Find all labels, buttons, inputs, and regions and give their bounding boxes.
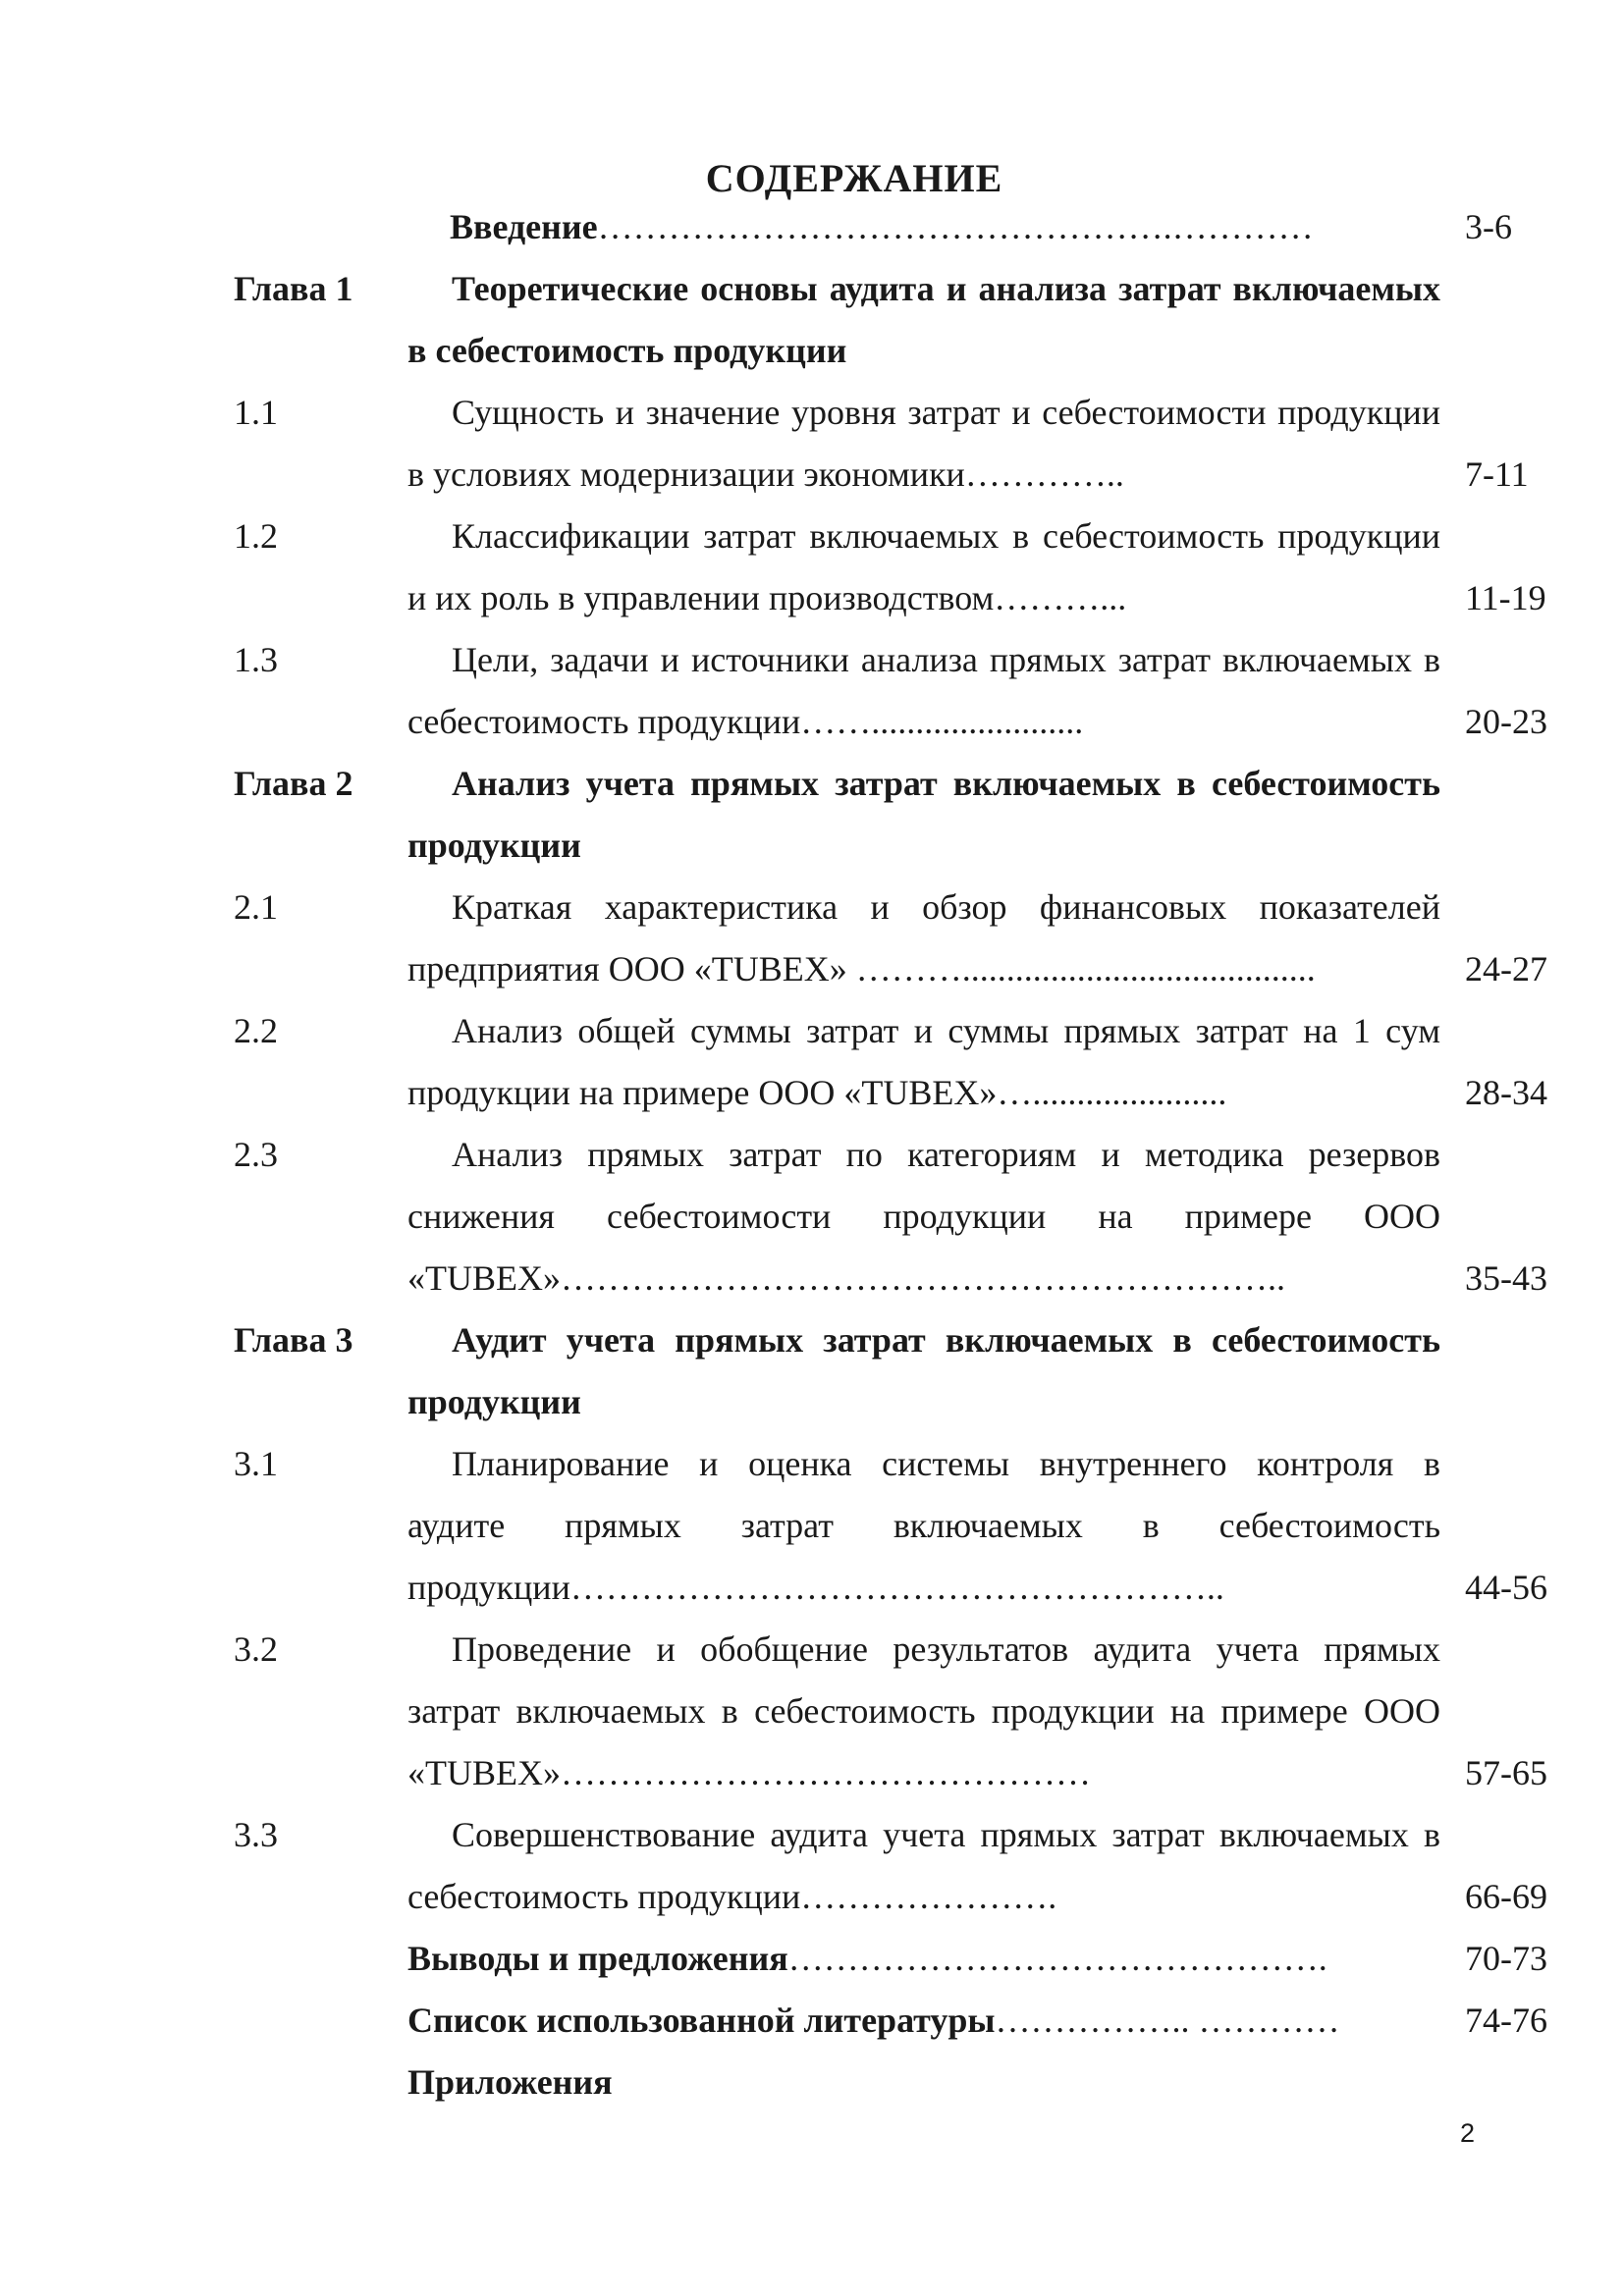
- toc-1-1-pages: 7-11: [1465, 454, 1529, 494]
- toc-entry-chapter-1[interactable]: [0, 258, 1624, 382]
- toc-3-2-number: 3.2: [234, 1629, 278, 1669]
- toc-1-2-line2: и их роль в управлении производством………...: [407, 578, 1127, 617]
- toc-1-1-number: 1.1: [234, 393, 278, 432]
- toc-1-2-line1: Классификации затрат включаемых в себестоимость продукции: [452, 516, 1440, 556]
- toc-entry-literature[interactable]: [0, 1990, 1624, 2052]
- toc-2-2-pages: 28-34: [1465, 1073, 1547, 1112]
- toc-3-3-pages: 66-69: [1465, 1877, 1547, 1916]
- toc-entry-2-1[interactable]: [0, 877, 1624, 1000]
- toc-entry-1-2[interactable]: [0, 506, 1624, 629]
- toc-3-1-line1: Планирование и оценка системы внутреннего контроля в: [452, 1444, 1440, 1483]
- toc-entry-intro[interactable]: [0, 196, 1624, 258]
- toc-2-3-number: 2.3: [234, 1135, 278, 1174]
- toc-entry-1-3[interactable]: [0, 629, 1624, 753]
- toc-1-3-number: 1.3: [234, 640, 278, 679]
- toc-intro-label: Введение: [450, 207, 598, 246]
- page-number: 2: [1460, 2118, 1476, 2148]
- toc-intro-pages: 3-6: [1465, 207, 1512, 246]
- toc-entry-3-1[interactable]: [0, 1433, 1624, 1619]
- toc-2-1-pages: 24-27: [1465, 949, 1547, 988]
- toc-chapter-1-line1: Теоретические основы аудита и анализа затрат включаемых: [452, 269, 1440, 308]
- toc-chapter-1-number: Глава 1: [234, 269, 353, 308]
- toc-3-3-line1: Совершенствование аудита учета прямых затрат включаемых в: [452, 1815, 1440, 1854]
- toc-chapter-2-line2: продукции: [407, 826, 581, 865]
- toc-2-1-line2: предприятия ООО «TUBEX» ………........................................: [407, 949, 1316, 988]
- toc-chapter-1-line2: в себестоимость продукции: [407, 331, 847, 370]
- toc-chapter-2-line1: Анализ учета прямых затрат включаемых в себестоимость: [452, 764, 1440, 803]
- toc-1-1-line1: Сущность и значение уровня затрат и себестоимости продукции: [452, 393, 1440, 432]
- toc-entry-2-3[interactable]: [0, 1124, 1624, 1309]
- toc-1-3-line2: себестоимость продукции……........................: [407, 702, 1084, 741]
- toc-entry-chapter-2[interactable]: [0, 753, 1624, 877]
- toc-2-3-line2: снижения себестоимости продукции на примере ООО: [407, 1197, 1440, 1236]
- toc-2-3-line1: Анализ прямых затрат по категориям и методика резервов: [452, 1135, 1440, 1174]
- toc-entry-3-2[interactable]: [0, 1619, 1624, 1804]
- toc-2-3-pages: 35-43: [1465, 1258, 1547, 1298]
- toc-1-2-pages: 11-19: [1465, 578, 1546, 617]
- toc-entry-3-3[interactable]: [0, 1804, 1624, 1928]
- toc-entry-conclusions[interactable]: [0, 1928, 1624, 1990]
- toc-3-1-line3: продукции………………………………………………..: [407, 1568, 1224, 1607]
- toc-1-3-line1: Цели, задачи и источники анализа прямых затрат включаемых в: [452, 640, 1440, 679]
- toc-literature-label: Список использованной литературы: [407, 2001, 996, 2040]
- toc-2-3-line3: «TUBEX»……………………………………………………..: [407, 1258, 1285, 1298]
- toc-3-2-line1: Проведение и обобщение результатов аудита учета прямых: [452, 1629, 1440, 1669]
- toc-3-2-pages: 57-65: [1465, 1753, 1547, 1792]
- toc-chapter-3-line2: продукции: [407, 1382, 581, 1421]
- toc-1-3-pages: 20-23: [1465, 702, 1547, 741]
- toc-conclusions-pages: 70-73: [1465, 1939, 1547, 1978]
- toc-3-1-number: 3.1: [234, 1444, 278, 1483]
- toc-3-2-line3: «TUBEX»………………………………………: [407, 1753, 1091, 1792]
- toc-intro-dots: ………………………………………….…………: [597, 207, 1314, 246]
- toc-appendix-label: Приложения: [407, 2062, 613, 2102]
- toc-chapter-2-number: Глава 2: [234, 764, 353, 803]
- toc-literature-dots: …………….. …………: [995, 2001, 1340, 2040]
- toc-chapter-3-number: Глава 3: [234, 1320, 353, 1360]
- toc-literature-pages: 74-76: [1465, 2001, 1547, 2040]
- toc-conclusions-dots: ……………………………………….: [787, 1939, 1327, 1978]
- toc-entry-1-1[interactable]: [0, 382, 1624, 506]
- toc-3-1-line2: аудите прямых затрат включаемых в себестоимость: [407, 1506, 1440, 1545]
- toc-2-1-number: 2.1: [234, 887, 278, 927]
- toc-entry-appendix[interactable]: [0, 2052, 1624, 2113]
- page-title: СОДЕРЖАНИЕ: [705, 156, 1003, 200]
- toc-2-2-number: 2.2: [234, 1011, 278, 1050]
- toc-1-2-number: 1.2: [234, 516, 278, 556]
- toc-3-3-number: 3.3: [234, 1815, 278, 1854]
- toc-2-2-line1: Анализ общей суммы затрат и суммы прямых затрат на 1 сум: [452, 1011, 1440, 1050]
- toc-entry-chapter-3[interactable]: [0, 1309, 1624, 1433]
- toc-2-1-line1: Краткая характеристика и обзор финансовых показателей: [452, 887, 1440, 927]
- toc-conclusions-label: Выводы и предложения: [407, 1939, 788, 1978]
- toc-3-2-line2: затрат включаемых в себестоимость продукции на примере ООО: [407, 1691, 1440, 1731]
- toc-chapter-3-line1: Аудит учета прямых затрат включаемых в себестоимость: [452, 1320, 1440, 1360]
- table-of-contents: [0, 196, 1624, 2113]
- toc-2-2-line2: продукции на примере ООО «TUBEX»…......................: [407, 1073, 1227, 1112]
- toc-entry-2-2[interactable]: [0, 1000, 1624, 1124]
- toc-3-3-line2: себестоимость продукции………………….: [407, 1877, 1057, 1916]
- toc-1-1-line2: в условиях модернизации экономики…………..: [407, 454, 1124, 494]
- toc-3-1-pages: 44-56: [1465, 1568, 1547, 1607]
